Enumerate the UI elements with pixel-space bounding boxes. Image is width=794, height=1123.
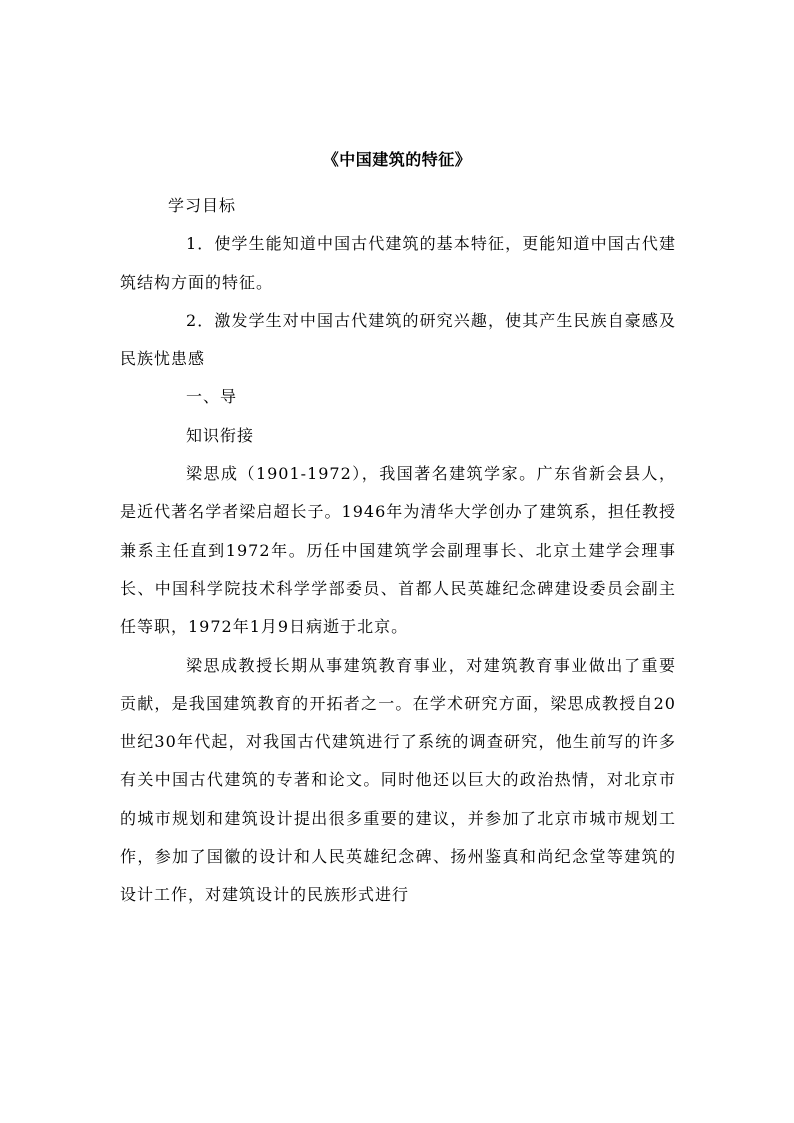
body-paragraph-contributions: 梁思成教授长期从事建筑教育事业，对建筑教育事业做出了重要贡献，是我国建筑教育的开拓者之一。在学术研究方面，梁思成教授自20世纪30年代起，对我国古代建筑进行了系统的调查研究，他生前写的许多有关中国古代建筑的专著和论文。同时他还以巨大的政治热情，对北京市的城市规划和建筑设计提出很多重要的建议，并参加了北京市城市规划工作，参加了国徽的设计和人民英雄纪念碑、扬州鉴真和尚纪念堂等建筑的设计工作，对建筑设计的民族形式进行 xyxy=(120,655,676,905)
goal-item-2: 2．激发学生对中国古代建筑的研究兴趣，使其产生民族自豪感及民族忧患感 xyxy=(120,310,676,369)
document-body xyxy=(120,187,676,915)
document-title: 《中国建筑的特征》 xyxy=(322,150,472,169)
section-heading-intro: 一、导 xyxy=(186,387,238,407)
section-heading-learning-goals: 学习目标 xyxy=(168,196,237,215)
body-paragraph-biography: 梁思成（1901-1972），我国著名建筑学家。广东省新会县人，是近代著名学者梁启超长子。1946年为清华大学创办了建筑系，担任教授兼系主任直到1972年。历任中国建筑学会副理事长、北京土建学会理事长、中国科学院技术科学学部委员、首都人民英雄纪念碑建设委员会副主任等职，1972年1月9日病逝于北京。 xyxy=(120,464,676,637)
section-heading-knowledge-link: 知识衔接 xyxy=(186,425,255,445)
goal-item-1: 1．使学生能知道中国古代建筑的基本特征，更能知道中国古代建筑结构方面的特征。 xyxy=(120,234,676,292)
